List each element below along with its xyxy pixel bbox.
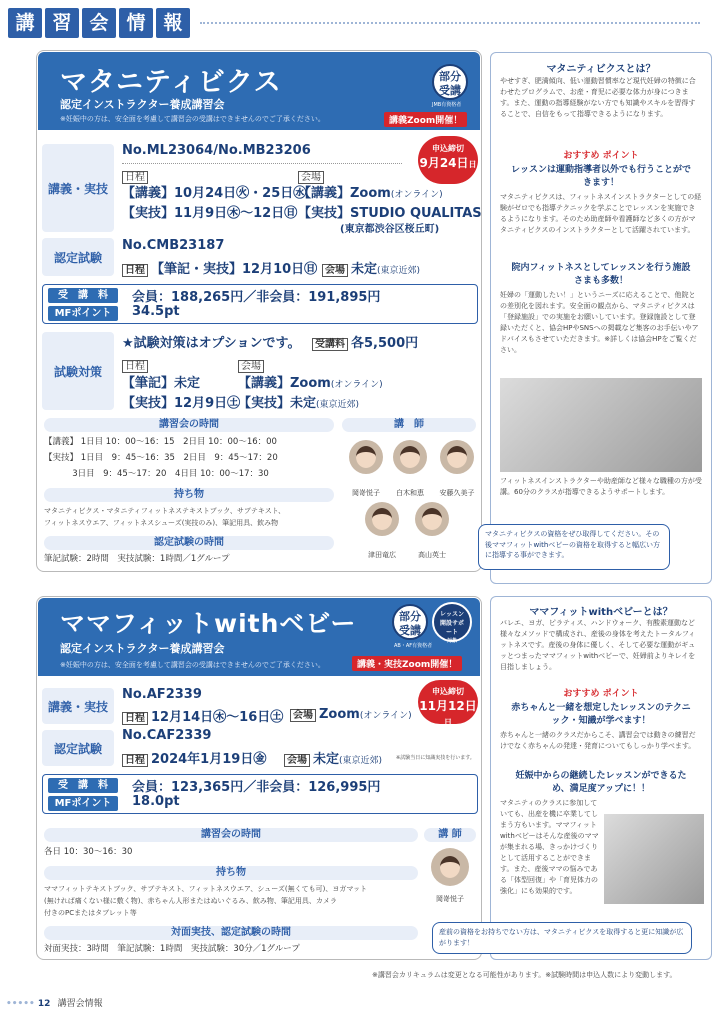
header-char: 情 [119,8,153,38]
fee-label: 受 講 料 [48,288,118,303]
prep-written: 【筆記】未定 [122,376,201,391]
prep-venue-lecture-name: 【講義】Zoom [238,376,331,391]
exam-code: No.CAF2339 [122,728,212,743]
prep-fee-box: 受講料 [312,338,348,351]
lecture-venue [290,706,412,722]
lecture-code: No.AF2339 [122,687,202,702]
deadline-badge [418,680,478,727]
divider [122,163,402,164]
header-char: 報 [156,8,190,38]
page-label: 講習会情報 [57,999,103,1009]
side-question: ママフィットwithベビーとは？ [529,607,673,618]
times-row: 【講義】 1日目 10：00〜16：15 2日目 10：00〜16：00 [44,437,277,447]
instructor-name: 高山英士 [418,551,446,559]
deadline-date-row [418,154,478,171]
lecture-venue-name: Zoom [319,707,360,722]
items-line: ママフィットテキストブック、サブテキスト、フィットネスウエア、シューズ(無くても可)、ヨガマット [44,885,368,893]
items-line: (無ければ痛くない様に敷く物)、赤ちゃん人形またはぬいぐるみ、飲み物、筆記用具、カメラ [44,897,337,905]
instructor-name: 岡嵜悦子 [436,895,464,903]
examtime-heading: 認定試験の時間 [44,536,334,550]
times-value: 各日 10：30〜16：30 [44,847,133,857]
exam-venue-box: 会場 [284,754,310,767]
side-text: マタニティビクスは、フィットネスインストラクターとしての経験がゼロでも指導テクニックを学ぶことでレッスンを実施できるようになります。そのため助産師や看護師など多くの方がマタニティビクスのインストラクターとして活躍されています。 [500,193,702,234]
prep-schedule-box [122,354,151,373]
exam-venue-name: 未定 [313,752,340,767]
instructor-card [390,440,430,498]
instructor-photo [393,440,427,474]
deadline-day: 日 [444,718,452,727]
maternity-subtitle: 認定インストラクター養成講習会 [60,98,225,111]
header-divider [200,22,700,24]
callout-text: 産前の資格をお持ちでない方は、マタニティビクスを取得すると更に知識が広がります！ [439,928,684,947]
page-dots: ••••• [6,999,35,1009]
instructor-name: 安藤久美子 [439,489,475,497]
header-char: 会 [82,8,116,38]
badge-small: AB・AF有資格者 [394,643,433,649]
side-highlight: レッスンは運動指導者以外でも行うことができます！ [511,165,691,188]
badge-bottom: 受講 [439,84,461,97]
instructor-name: 白木和恵 [396,489,424,497]
times-heading: 講習会の時間 [44,418,334,432]
prep-venue-practical-suffix: (東京近郊) [316,400,360,410]
venue-box-label: 会場 [298,171,324,184]
items-heading: 持ち物 [44,866,418,880]
exam-schedule [122,748,266,767]
side-point: おすすめ ポイント [563,151,639,161]
exam-venue-suffix: (東京近郊) [377,266,421,276]
prep-title: ★試験対策はオプションです。 [122,336,301,351]
partial-badge [392,604,428,640]
badge-top: 部分 [399,610,421,623]
exam-code: No.CMB23187 [122,238,225,253]
instructor-card [428,848,472,904]
lecture-venue-name: 【講義】Zoom [298,186,391,201]
side-question-text: やせすぎ、肥満傾向、低い運動習慣率など現代妊婦の特徴に合わせたプログラムで、お産・育児に必要な体力が身につきます。また、運動の指導経験がない方でも知識やスキルを習得することで、自信をもって指導できるようになります。 [500,77,696,118]
deadline-day: 日 [468,160,477,169]
deadline-date: 11月12日 [419,699,477,713]
lecture-code: No.ML23064/No.MB23206 [122,143,311,158]
lecture-venue [298,182,443,201]
maternity-note: ※妊娠中の方は、安全面を考慮して講習会の受講はできませんのでご了承ください。 [60,115,325,123]
footer-note: ※講習会カリキュラムは変更となる可能性があります。※試験時間は申込人数により変動します。 [372,971,677,979]
lecture-venue-box: 会場 [290,709,316,722]
examtime-value: 対面実技：3時間 筆記試験：1時間 実技試験：30分／1グループ [44,944,300,954]
lecture-venue-suffix: (オンライン) [390,190,443,200]
mamafit-subtitle: 認定インストラクター養成講習会 [60,642,225,655]
callout-box [478,524,670,570]
schedule-box-label: 日程 [122,171,148,184]
exam-schedule-box: 日程 [122,754,148,767]
exam-schedule-box: 日程 [122,264,148,277]
instructor-name: 岡嵜悦子 [352,489,380,497]
examtime-value: 筆記試験：2時間 実技試験：1時間／1グループ [44,554,230,564]
lecture-schedule-box: 日程 [122,712,148,725]
practice-venue-address: (東京都渋谷区桜丘町) [340,224,440,235]
class-photo [500,378,702,472]
prep-schedule-label: 日程 [122,360,148,373]
items-heading: 持ち物 [44,488,334,502]
instructor-photo [415,502,449,536]
mf-value: 18.0pt [132,794,180,809]
footer-page [6,996,103,1009]
practice-date: 【実技】11月9日㊍〜12日㊐ [122,206,298,221]
instructor-heading: 講 師 [342,418,476,432]
header-char: 習 [45,8,79,38]
exam-label: 認定試験 [42,238,114,276]
mf-label: MFポイント [48,306,118,321]
deadline-label: 申込締切 [432,144,464,153]
side-text: 妊婦の「運動したい！」というニーズに応えることで、他院との差別化を図れます。安全面の観点から、マタニティビクスは「登録施設」での実施をお願いしています。登録施設として登録いただくと、協会HPやSNSへの掲載など集客のお手伝いやアドバイスもさせていただきます。※詳しくは協会HPをご覧ください。 [500,291,699,354]
fee-value: 会員：188,265円／非会員：191,895円 [132,290,381,305]
instructor-name: 津田竜広 [368,551,396,559]
times-row: 3日目 9：45〜17：20 4日目 10：00〜17：30 [44,469,269,479]
lecture-venue-suffix: (オンライン) [359,711,412,721]
side-highlight: 赤ちゃんと一緒を想定したレッスンのテクニック・知識が学べます！ [511,703,691,726]
side-text: 赤ちゃんと一緒のクラスだからこそ、講習会では動きの練習だけでなく赤ちゃんの発達・発育についてもしっかり学べます。 [500,731,696,750]
partial-badge [432,64,468,100]
items-line: フィットネスウエア、フィットネスシューズ(実技のみ)、筆記用具、飲み物 [44,519,279,527]
deadline-label: 申込締切 [432,687,464,696]
instructor-photo [365,502,399,536]
prep-venue-practical [238,392,359,411]
instructor-card [412,502,452,560]
badge-top: 部分 [439,70,461,83]
lesson-support-label: レッスン開設サポート [439,611,464,636]
prep-venue-practical-name: 【実技】未定 [238,396,317,411]
instructor-card [434,440,480,498]
mamafit-note: ※妊娠中の方は、安全面を考慮して講習会の受講はできませんのでご了承ください。 [60,661,325,669]
prep-practical: 【実技】12月9日㊏ [122,396,241,411]
maternity-title: マタニティビクス [60,67,282,98]
practice-venue: 【実技】STUDIO QUALITAS [298,206,482,221]
fee-value: 会員：123,365円／非会員：126,995円 [132,780,381,795]
items-line: マタニティビクス・マタニティフィットネステキストブック、サブテキスト、 [44,507,286,515]
badge-small: JMB有資格者 [432,102,462,108]
lecture-schedule-date: 12月14日㊍〜16日㊏ [151,710,284,725]
exam-schedule [122,258,317,277]
exam-venue [284,748,382,767]
side-question-text: バレエ、ヨガ、ピラティス、ハンドウォーク、有酸素運動など様々なメソッドで構成され、産後の身体を考えたトータルフィットネスです。産後の身体に優しく、そして必要な運動がギュッとつまったママフィットwithベビーで、妊婦前よりキレイを目指しましょう。 [500,619,696,671]
exam-venue-suffix: (東京近郊) [339,756,383,766]
exam-note: ※試験当日に知識実技を行います。 [396,755,475,761]
instructor-photo [349,440,383,474]
badge-bottom: 受講 [399,624,421,637]
mamafit-title: ママフィットwithベビー [60,609,357,638]
prep-venue-lecture-suffix: (オンライン) [330,380,383,390]
header-char: 講 [8,8,42,38]
lecture-date: 【講義】10月24日㊋・25日㊌ [122,186,307,201]
fee-label: 受 講 料 [48,778,118,793]
side-point: おすすめ ポイント [563,689,639,699]
items-line: 付きのPCまたはタブレット等 [44,909,137,917]
mf-label: MFポイント [48,796,118,811]
times-row: 【実技】 1日目 9：45〜16：35 2日目 9：45〜17：20 [44,453,278,463]
zoom-tag: 講義・実技Zoom開催！ [352,656,462,671]
prep-venue-box [238,354,267,373]
callout-box [432,922,692,954]
times-heading: 講習会の時間 [44,828,418,842]
deadline-date-row [418,697,478,728]
instructor-photo [431,848,469,886]
photo-caption: フィットネスインストラクターや助産師など様々な職種の方が受講。60分のクラスが指導できるようサポートします。 [500,477,702,496]
lecture-label: 講義・実技 [42,688,114,724]
prep-fee-value: 各5,500円 [351,336,419,351]
class-photo [604,814,704,904]
prep-venue-lecture [238,372,383,391]
instructor-photo [440,440,474,474]
examtime-heading: 対面実技、認定試験の時間 [44,926,418,940]
exam-venue [322,258,420,277]
side-question: マタニティビクスとは？ [546,64,656,75]
prep-label: 試験対策 [42,332,114,410]
exam-label: 認定試験 [42,730,114,766]
prep-venue-label: 会場 [238,360,264,373]
side-text: マタニティのクラスに参加していても、出産を機に卒業してしまう方もいます。ママフィットwithベビーはそんな産後のママが集まれる場、きっかけづくりとして活用することができます。また、産後ママの悩みである「体型回復」や「育児体力の強化」にも効果的です。 [500,799,599,895]
side-highlight: 院内フィットネスとしてレッスンを行う施設さまも多数！ [511,263,691,286]
exam-venue-name: 未定 [351,262,378,277]
page-header [8,8,190,38]
exam-venue-box: 会場 [322,264,348,277]
page-number: 12 [37,999,51,1009]
mf-value: 34.5pt [132,304,180,319]
deadline-date: 9月24日 [419,156,469,170]
exam-schedule-date: 【筆記・実技】12月10日㊐ [151,262,318,277]
instructor-card [362,502,402,560]
instructor-card [346,440,386,498]
lecture-schedule [122,706,283,725]
lesson-support-badge [432,602,472,642]
side-highlight: 妊娠中からの継続したレッスンができるため、満足度アップに！！ [515,771,687,794]
deadline-badge [418,136,478,184]
lecture-label: 講義・実技 [42,144,114,232]
callout-text: マタニティビクスの資格をぜひ取得してください。その後ママフィットwithベビーの資格を取得すると幅広い方に指導する事ができます。 [485,530,661,559]
lesson-support-small: 対象 [446,638,457,644]
exam-schedule-date: 2024年1月19日㊎ [151,752,267,767]
zoom-tag: 講義Zoom開催！ [384,112,467,127]
instructor-heading: 講 師 [424,828,476,842]
prep-fee [312,332,418,351]
